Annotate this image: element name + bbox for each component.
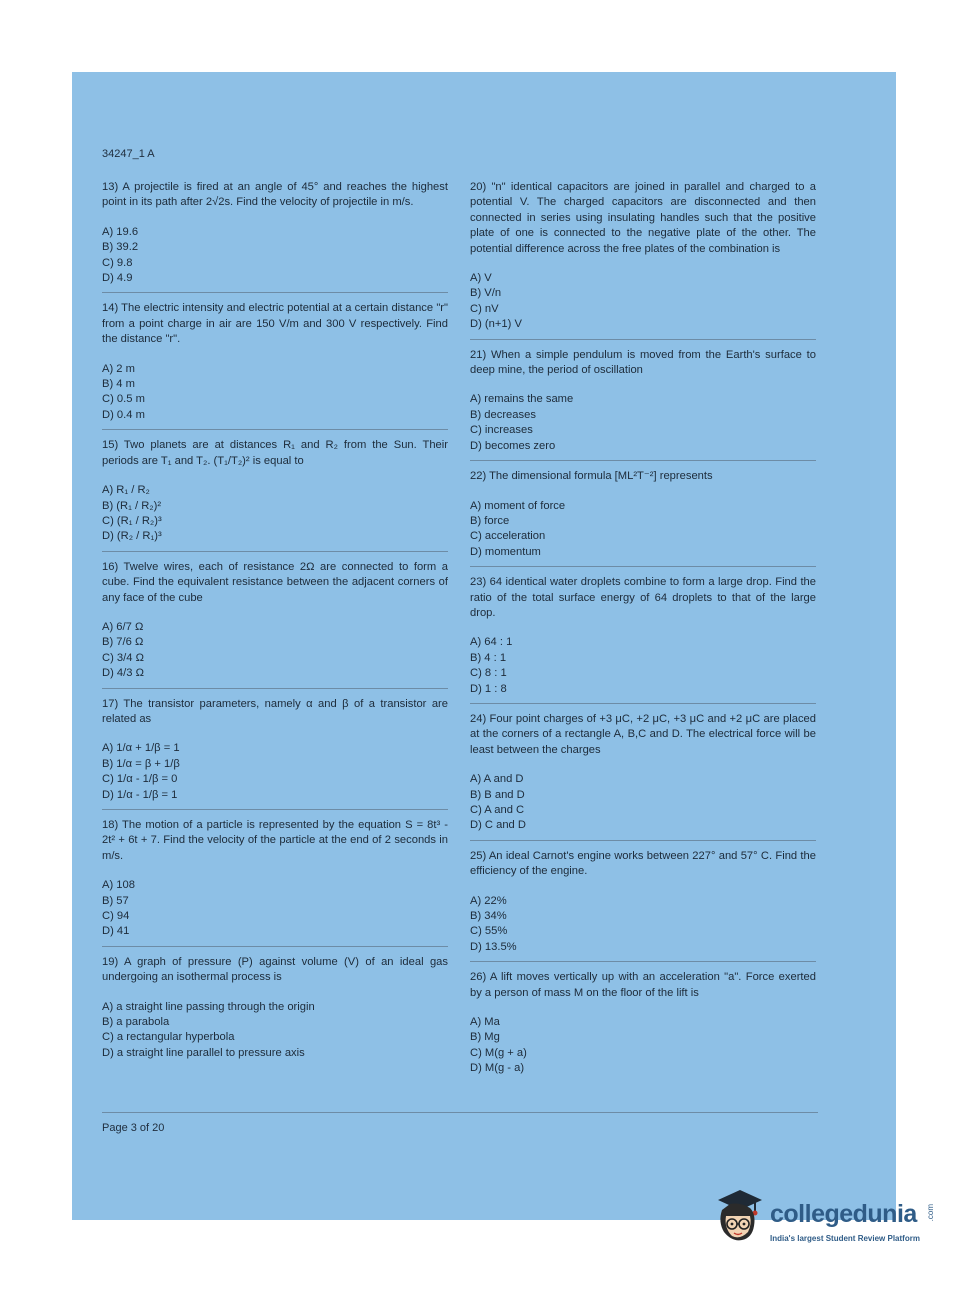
question-separator [470, 840, 816, 841]
answer-option: B) 39.2 [102, 241, 139, 254]
question [102, 697, 448, 803]
answer-option: D) 13.5% [470, 940, 517, 953]
answer-option: A) A and D [470, 773, 524, 786]
question-separator [102, 292, 448, 293]
question-separator [470, 460, 816, 461]
option-list [470, 635, 816, 697]
answer-option: D) (R₂ / R₁)³ [102, 530, 162, 543]
option-list [470, 894, 816, 956]
question [102, 818, 448, 940]
footer-rule [102, 1112, 818, 1113]
answer-option: B) 34% [470, 910, 507, 923]
option-list [470, 392, 816, 454]
question [470, 469, 816, 560]
question-stem: 26) A lift moves vertically up with an acceleration "a". Force exerted by a person of mass M on the floor of the lift is [470, 971, 816, 999]
question [102, 438, 448, 544]
paper-code: 34247_1 A [102, 148, 155, 160]
question [102, 560, 448, 682]
option-list [470, 772, 816, 834]
answer-option: B) 1/α = β + 1/β [102, 757, 180, 770]
answer-option: D) 1 : 8 [470, 682, 507, 695]
option-list [102, 483, 448, 545]
brand-suffix: .com [926, 1204, 935, 1222]
answer-option: B) 4 m [102, 378, 135, 391]
question-stem: 16) Twelve wires, each of resistance 2Ω are connected to form a cube. Find the equivalent resistance between the adjacent corners of any face of the cube [102, 560, 448, 604]
question-separator [102, 809, 448, 810]
option-list [102, 620, 448, 682]
answer-option: B) (R₁ / R₂)² [102, 499, 162, 512]
question-stem: 20) "n" identical capacitors are joined in parallel and charged to a potential V. The charged capacitors are disconnected and then connected in series using insulating handles such that the positive plate of one is connected to the negative plate of the other. The potential difference across the free plates of the combination is [470, 181, 816, 255]
answer-option: A) 2 m [102, 362, 135, 375]
answer-option: D) 0.4 m [102, 408, 145, 421]
answer-option: A) Ma [470, 1016, 500, 1029]
question-stem: 21) When a simple pendulum is moved from the Earth's surface to deep mine, the period of oscillation [470, 348, 816, 377]
answer-option: B) 57 [102, 894, 129, 907]
answer-option: A) 22% [470, 894, 507, 907]
answer-option: A) R₁ / R₂ [102, 484, 150, 497]
question-stem: 23) 64 identical water droplets combine to form a large drop. Find the ratio of the total surface energy of 64 droplets to that of the large drop. [470, 576, 816, 619]
answer-option: D) M(g - a) [470, 1062, 525, 1075]
option-list [102, 1000, 448, 1062]
answer-option: B) force [470, 514, 510, 527]
answer-option: B) decreases [470, 408, 536, 421]
option-list [102, 878, 448, 940]
answer-option: D) 4/3 Ω [102, 667, 144, 680]
answer-option: C) M(g + a) [470, 1046, 527, 1059]
answer-option: C) 0.5 m [102, 393, 145, 406]
answer-option: C) a rectangular hyperbola [102, 1031, 235, 1044]
answer-option: D) (n+1) V [470, 318, 522, 331]
answer-option: A) 19.6 [102, 225, 139, 238]
question-stem: 24) Four point charges of +3 μC, +2 μC, +3 μC and +2 μC are placed at the corners of a rectangle A, B,C and D. The electrical force will be least between the charges [470, 712, 816, 756]
option-list [102, 741, 448, 803]
answer-option: B) Mg [470, 1031, 500, 1044]
answer-option: D) 41 [102, 925, 130, 938]
question [102, 301, 448, 423]
question-stem: 15) Two planets are at distances R₁ and R₂ from the Sun. Their periods are T₁ and T₂. (T₁/T₂)² is equal to [102, 439, 448, 467]
answer-option: C) (R₁ / R₂)³ [102, 514, 162, 527]
answer-option: C) 1/α - 1/β = 0 [102, 773, 178, 786]
left-column [102, 180, 448, 1061]
question [470, 970, 816, 1076]
answer-option: C) 3/4 Ω [102, 651, 144, 664]
answer-option: A) 1/α + 1/β = 1 [102, 742, 180, 755]
question-stem: 14) The electric intensity and electric potential at a certain distance "r" from a point charge in air are 150 V/m and 300 V respectively. Find the distance "r". [102, 302, 448, 346]
answer-option: B) V/n [470, 287, 502, 300]
question [470, 348, 816, 454]
answer-option: C) 9.8 [102, 256, 133, 269]
question [470, 849, 816, 955]
answer-option: A) V [470, 272, 492, 285]
answer-option: A) 108 [102, 879, 135, 892]
question-separator [102, 429, 448, 430]
option-list [470, 499, 816, 561]
answer-option: A) moment of force [470, 499, 566, 512]
option-list [470, 1015, 816, 1077]
question-separator [470, 703, 816, 704]
option-list [470, 271, 816, 333]
collegedunia-logo [710, 1186, 950, 1256]
answer-option: C) 94 [102, 910, 130, 923]
question-separator [102, 551, 448, 552]
answer-option: B) B and D [470, 788, 525, 801]
question-separator [470, 961, 816, 962]
question-stem: 25) An ideal Carnot's engine works between 227° and 57° C. Find the efficiency of the engine. [470, 849, 816, 878]
answer-option: C) A and C [470, 804, 525, 816]
question [102, 180, 448, 286]
answer-option: C) 8 : 1 [470, 667, 507, 680]
brand-tagline: India's largest Student Review Platform [770, 1234, 920, 1243]
answer-option: C) nV [470, 302, 499, 315]
question-separator [470, 339, 816, 340]
question [470, 712, 816, 834]
answer-option: D) C and D [470, 819, 526, 832]
answer-option: C) increases [470, 424, 533, 437]
answer-option: B) 7/6 Ω [102, 636, 144, 649]
question [102, 955, 448, 1061]
option-list [102, 362, 448, 424]
answer-option: C) 55% [470, 925, 508, 938]
question-stem: 22) The dimensional formula [ML²T⁻²] represents [470, 470, 713, 483]
question-separator [102, 946, 448, 947]
question-stem: 17) The transistor parameters, namely α and β of a transistor are related as [102, 697, 448, 725]
question-separator [102, 688, 448, 689]
answer-option: A) remains the same [470, 393, 574, 406]
answer-option: D) 4.9 [102, 272, 133, 285]
mascot-icon [710, 1186, 768, 1248]
option-list [102, 225, 448, 287]
answer-option: D) becomes zero [470, 439, 556, 452]
answer-option: A) 6/7 Ω [102, 620, 144, 633]
scanned-page [72, 72, 896, 1220]
answer-option: D) a straight line parallel to pressure axis [102, 1046, 305, 1059]
answer-option: D) 1/α - 1/β = 1 [102, 788, 178, 801]
question-stem: 18) The motion of a particle is represented by the equation S = 8t³ - 2t² + 6t + 7. Find the velocity of the particle at the end of 2 seconds in m/s. [102, 819, 448, 862]
answer-option: A) 64 : 1 [470, 636, 513, 649]
question-stem: 19) A graph of pressure (P) against volume (V) of an ideal gas undergoing an isothermal process is [102, 955, 448, 984]
question-separator [470, 566, 816, 567]
page-number: Page 3 of 20 [102, 1122, 165, 1134]
question [470, 575, 816, 697]
answer-option: C) acceleration [470, 530, 546, 543]
answer-option: B) a parabola [102, 1016, 170, 1029]
right-column [470, 180, 816, 1077]
answer-option: A) a straight line passing through the origin [102, 1000, 315, 1013]
question [470, 180, 816, 333]
question-stem: 13) A projectile is fired at an angle of 45° and reaches the highest point in its path after 2√2s. Find the velocity of projectile in m/s. [102, 181, 448, 209]
brand-name: collegedunia [770, 1200, 917, 1228]
answer-option: B) 4 : 1 [470, 651, 507, 664]
answer-option: D) momentum [470, 545, 541, 558]
